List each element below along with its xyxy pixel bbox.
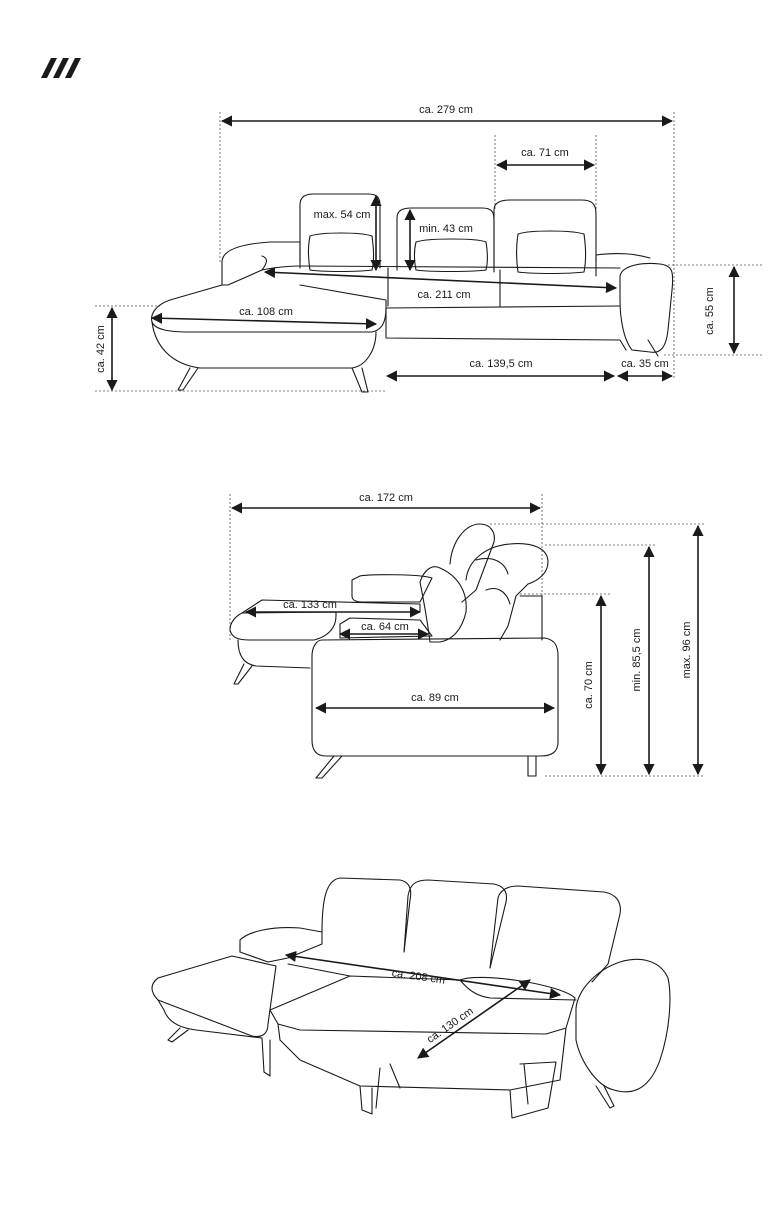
headrest-min-label: min. 43 cm [419,223,473,235]
arm-height-label: ca. 55 cm [704,287,716,335]
bed-view-sofa [152,878,670,1118]
max-height-label: max. 96 cm [681,621,693,679]
seat-length-label: ca. 139,5 cm [469,358,533,370]
seat-width-label: ca. 71 cm [521,147,569,159]
total-width-label: ca. 279 cm [419,104,473,116]
side-view-sofa [230,492,705,778]
chaise-height-label: ca. 42 cm [95,325,107,373]
min-height-label: min. 85,5 cm [631,628,643,692]
triple-slash-logo-icon [41,58,81,78]
seat-total-label: ca. 211 cm [417,289,471,301]
sofa-depth-label: ca. 89 cm [411,692,459,704]
seat-depth-label: ca. 64 cm [361,621,409,633]
chaise-length-label: ca. 133 cm [283,599,337,611]
arm-width-label: ca. 35 cm [621,358,669,370]
bed-depth-label: ca. 130 cm [424,1005,476,1046]
headrest-max-label: max. 54 cm [313,209,371,221]
chaise-depth-label: ca. 108 cm [239,306,293,318]
back-height-label: ca. 70 cm [583,661,595,709]
depth-total-label: ca. 172 cm [359,492,413,504]
bed-width-label: ca. 208 cm [390,967,446,987]
front-view-sofa [95,104,764,392]
